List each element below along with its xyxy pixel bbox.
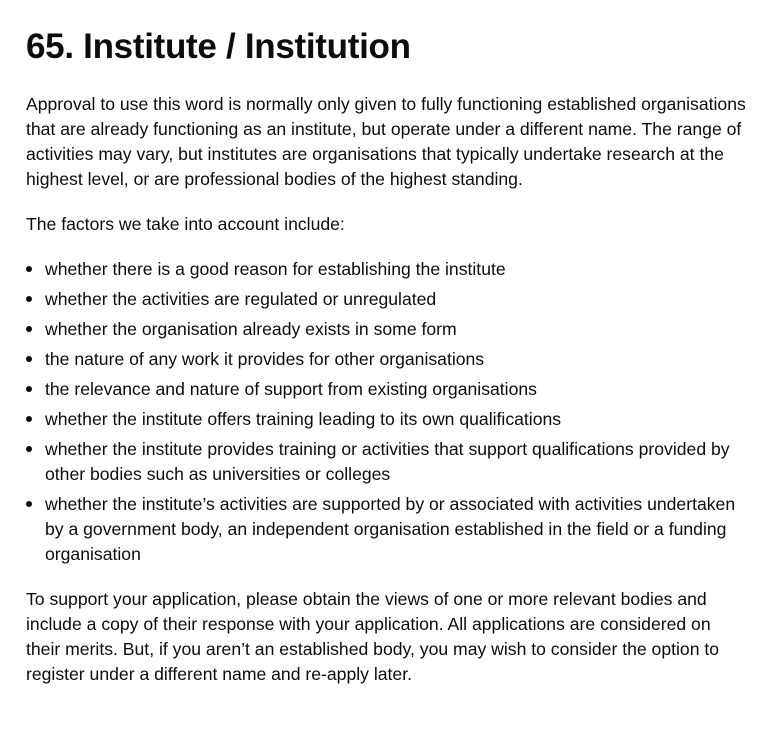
bullet-icon (26, 356, 32, 362)
list-item (26, 347, 746, 372)
closing-paragraph: To support your application, please obtain the views of one or more relevant bodies and include a copy of their response with your application. All applications are considered on their merits. But, if you aren’t an established body, you may wish to consider the option to register under a different name and re-apply later. (26, 589, 720, 684)
list-item-text: whether the institute provides training or activities that support qualifications provided by other bodies such as universities or colleges (45, 439, 730, 484)
factors-list (26, 257, 746, 567)
bullet-icon (26, 446, 32, 452)
list-item-text: the relevance and nature of support from existing organisations (45, 379, 537, 399)
list-item (26, 287, 746, 312)
guidance-section (26, 24, 746, 707)
section-heading: 65. Institute / Institution (26, 27, 411, 66)
list-item (26, 257, 746, 282)
list-item-text: whether the organisation already exists in some form (45, 319, 457, 339)
list-item-text: the nature of any work it provides for other organisations (45, 349, 485, 369)
list-item (26, 492, 746, 567)
list-item-text: whether there is a good reason for establishing the institute (45, 259, 506, 279)
intro-paragraph: Approval to use this word is normally only given to fully functioning established organisations that are already functioning as an institute, but operate under a different name. The range of activities may vary, but institutes are organisations that typically undertake research at the highest level, or are professional bodies of the highest standing. (26, 94, 746, 189)
bullet-icon (26, 326, 32, 332)
bullet-icon (26, 296, 32, 302)
bullet-icon (26, 501, 32, 507)
list-item (26, 407, 746, 432)
list-item-text: whether the institute offers training leading to its own qualifications (45, 409, 562, 429)
list-item (26, 377, 746, 402)
list-item (26, 437, 746, 487)
bullet-icon (26, 386, 32, 392)
bullet-icon (26, 416, 32, 422)
list-item (26, 317, 746, 342)
list-item-text: whether the institute’s activities are supported by or associated with activities undertaken by a government body, an independent organisation established in the field or a funding organisation (45, 494, 736, 564)
list-item-text: whether the activities are regulated or unregulated (45, 289, 437, 309)
bullet-icon (26, 266, 32, 272)
factors-intro: The factors we take into account include: (26, 214, 345, 234)
